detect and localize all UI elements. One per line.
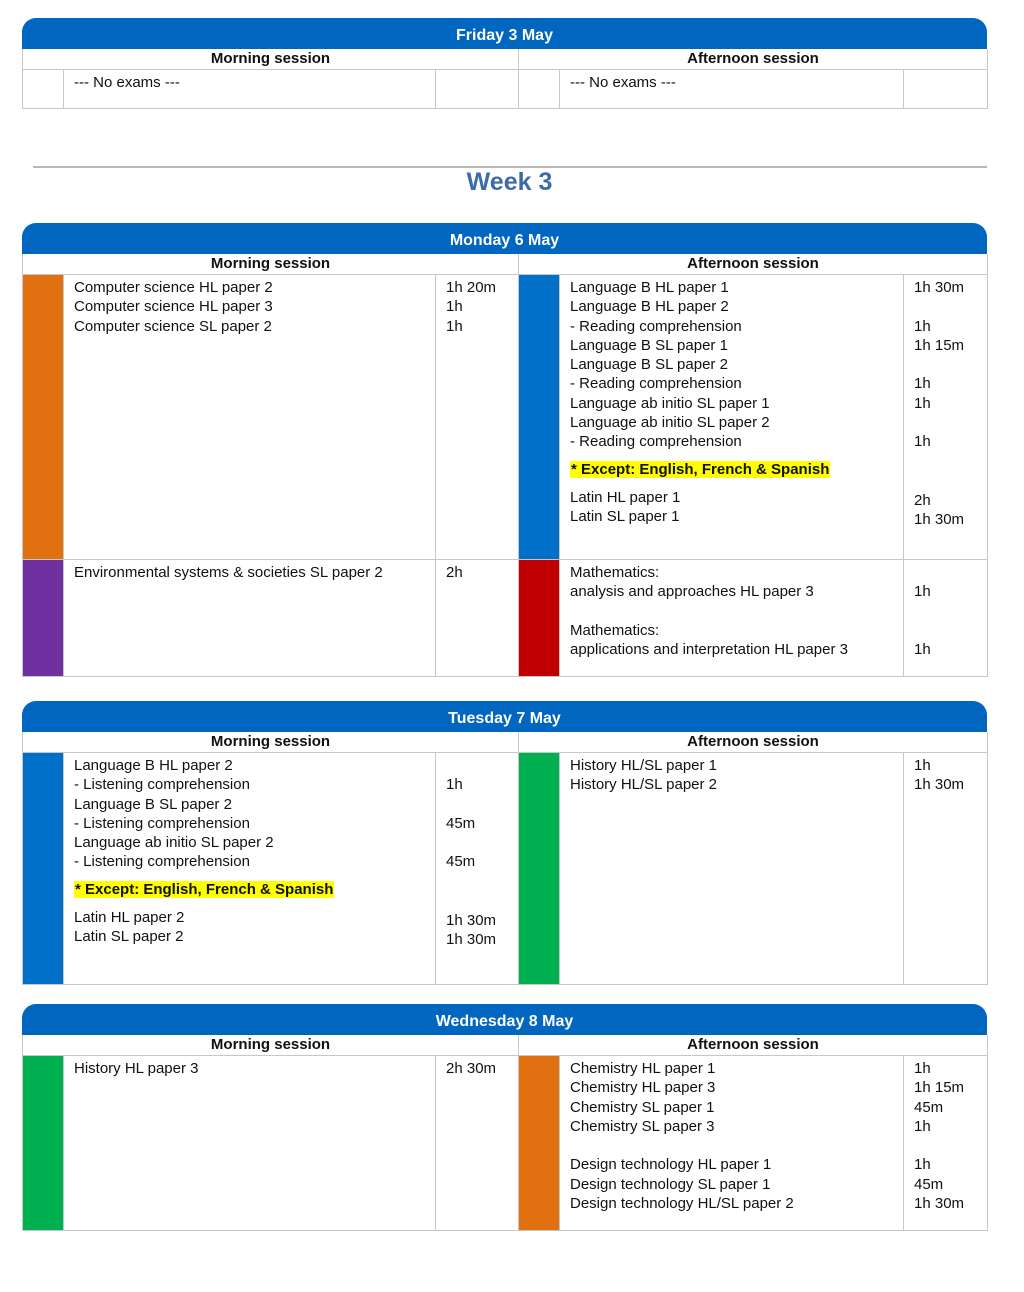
- exam-duration: 1h 20m: [446, 279, 497, 296]
- exam-name: - Reading comprehension: [570, 317, 742, 335]
- exam-duration: [446, 756, 518, 775]
- exam-duration: 2h: [914, 491, 931, 509]
- exception-note: * Except: English, French & Spanish: [75, 880, 334, 898]
- exam-duration: 1h: [914, 1117, 931, 1135]
- exam-name: applications and interpretation HL paper 3: [570, 641, 848, 659]
- exam-duration: 1h: [914, 757, 931, 774]
- environmental-systems-color: [23, 560, 64, 677]
- exam-name: Language B SL paper 2: [570, 356, 728, 374]
- exam-duration: 2h 30m: [446, 1060, 497, 1077]
- computer-science-color: [23, 275, 64, 560]
- duration-cell: [436, 560, 519, 677]
- exam-duration: 2h: [446, 564, 463, 581]
- exam-name: - Listening comprehension: [74, 814, 250, 832]
- afternoon-session-heading: Afternoon session: [519, 732, 988, 753]
- day-header: Tuesday 7 May: [22, 701, 987, 732]
- exam-duration: [914, 297, 987, 316]
- exam-duration: 1h: [914, 1060, 931, 1077]
- exam-list: --- No exams ---: [560, 70, 904, 109]
- exam-duration: 45m: [914, 1175, 944, 1193]
- language-color: [519, 275, 560, 560]
- exam-duration: 45m: [446, 853, 476, 871]
- monday-table: [22, 223, 987, 677]
- exam-duration: [914, 563, 987, 582]
- duration-cell: [904, 1056, 988, 1231]
- exam-list: [560, 275, 904, 560]
- exam-duration: 1h 30m: [914, 776, 965, 794]
- exception-note: * Except: English, French & Spanish: [571, 460, 830, 478]
- exam-duration: 1h: [446, 776, 463, 794]
- mathematics-color: [519, 560, 560, 677]
- duration-cell: [436, 1056, 519, 1231]
- exam-name: Computer science HL paper 3: [74, 298, 273, 316]
- exam-name: Computer science HL paper 2: [74, 279, 273, 296]
- afternoon-session-heading: Afternoon session: [519, 1035, 988, 1056]
- exam-duration: [914, 355, 987, 374]
- exam-duration: 1h: [446, 298, 463, 316]
- exam-list: [64, 275, 436, 560]
- exam-duration: 1h 30m: [446, 931, 497, 949]
- exam-name: Latin SL paper 2: [74, 928, 184, 946]
- language-color: [23, 753, 64, 985]
- sciences-color: [519, 1056, 560, 1231]
- duration-cell: [904, 70, 988, 109]
- exam-name: Language B SL paper 1: [570, 336, 728, 354]
- morning-session-heading: Morning session: [23, 49, 519, 70]
- exam-duration: 45m: [446, 814, 476, 832]
- duration-cell: [436, 70, 519, 109]
- exam-duration: [446, 795, 518, 814]
- exam-name: Latin SL paper 1: [570, 507, 680, 525]
- exam-name: Latin HL paper 1: [570, 488, 681, 506]
- exam-duration: 1h 15m: [914, 336, 965, 354]
- exam-duration: 1h 30m: [446, 911, 497, 929]
- exam-name: Environmental systems & societies SL paper 2: [74, 564, 383, 581]
- exam-name: Latin HL paper 2: [74, 908, 185, 926]
- duration-cell: [436, 753, 519, 985]
- exam-name: Language ab initio SL paper 2: [570, 414, 770, 432]
- exam-list: [64, 560, 436, 677]
- duration-cell: [904, 560, 988, 677]
- afternoon-session-heading: Afternoon session: [519, 49, 988, 70]
- friday-table: [22, 18, 987, 109]
- exam-name: Chemistry SL paper 1: [570, 1098, 715, 1116]
- exam-duration: [914, 413, 987, 432]
- exam-duration: 1h: [914, 375, 931, 393]
- exam-name: History HL paper 3: [74, 1060, 199, 1077]
- day-header: Friday 3 May: [22, 18, 987, 49]
- exam-duration: 1h: [914, 317, 931, 335]
- exam-name: Language ab initio SL paper 2: [74, 834, 274, 852]
- exam-list: [560, 1056, 904, 1231]
- exam-duration: 1h 15m: [914, 1079, 965, 1097]
- exam-name: Design technology HL/SL paper 2: [570, 1195, 794, 1213]
- exam-name: Language B HL paper 1: [570, 279, 729, 296]
- exam-duration: 1h 30m: [914, 510, 965, 528]
- exam-list: [64, 1056, 436, 1231]
- exam-name: Design technology SL paper 1: [570, 1175, 771, 1193]
- exam-name: - Listening comprehension: [74, 853, 250, 871]
- exam-name: Chemistry SL paper 3: [570, 1117, 715, 1135]
- exam-name: Language ab initio SL paper 1: [570, 394, 770, 412]
- exam-name: History HL/SL paper 2: [570, 776, 718, 794]
- wednesday-table: [22, 1004, 987, 1231]
- exam-duration: 1h: [914, 394, 931, 412]
- exam-name: - Reading comprehension: [570, 375, 742, 393]
- history-color: [519, 753, 560, 985]
- tuesday-table: [22, 701, 987, 985]
- day-header: Monday 6 May: [22, 223, 987, 254]
- subject-color-cell: [23, 70, 64, 109]
- exam-duration: [446, 833, 518, 852]
- afternoon-session-heading: Afternoon session: [519, 254, 988, 275]
- exam-name: Language B HL paper 2: [570, 298, 729, 316]
- duration-cell: [904, 275, 988, 560]
- exam-name: - Listening comprehension: [74, 776, 250, 794]
- subject-color-cell: [519, 70, 560, 109]
- exam-name: Language B HL paper 2: [74, 757, 233, 774]
- exam-name: Chemistry HL paper 1: [570, 1060, 716, 1077]
- exam-name: Mathematics:: [570, 564, 660, 581]
- exam-name: Language B SL paper 2: [74, 795, 232, 813]
- exam-list: --- No exams ---: [64, 70, 436, 109]
- exam-name: Computer science SL paper 2: [74, 317, 272, 335]
- duration-cell: [904, 753, 988, 985]
- day-header: Wednesday 8 May: [22, 1004, 987, 1035]
- exam-name: - Reading comprehension: [570, 433, 742, 451]
- morning-session-heading: Morning session: [23, 1035, 519, 1056]
- morning-session-heading: Morning session: [23, 254, 519, 275]
- exam-list: [64, 753, 436, 985]
- exam-duration: 1h: [446, 317, 463, 335]
- week-title: Week 3: [466, 168, 553, 196]
- exam-duration: 1h 30m: [914, 279, 965, 296]
- exam-duration: [914, 621, 987, 640]
- duration-cell: [436, 275, 519, 560]
- exam-duration: 1h 30m: [914, 1195, 965, 1213]
- exam-name: Mathematics:: [570, 621, 660, 639]
- exam-list: [560, 560, 904, 677]
- exam-name: History HL/SL paper 1: [570, 757, 718, 774]
- exam-list: [560, 753, 904, 985]
- exam-name: analysis and approaches HL paper 3: [570, 583, 814, 601]
- morning-session-heading: Morning session: [23, 732, 519, 753]
- exam-duration: 1h: [914, 1156, 931, 1174]
- exam-name: Design technology HL paper 1: [570, 1156, 772, 1174]
- history-color: [23, 1056, 64, 1231]
- exam-duration: 1h: [914, 433, 931, 451]
- exam-duration: 1h: [914, 583, 931, 601]
- exam-duration: 45m: [914, 1098, 944, 1116]
- exam-name: Chemistry HL paper 3: [570, 1079, 716, 1097]
- exam-duration: 1h: [914, 641, 931, 659]
